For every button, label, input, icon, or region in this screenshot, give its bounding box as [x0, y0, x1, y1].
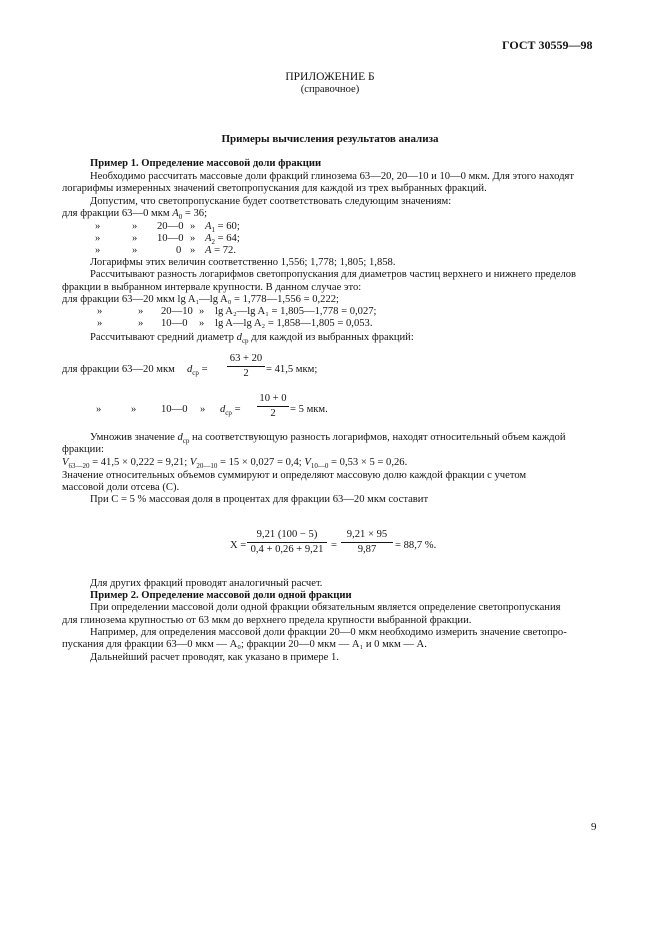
example2-heading: Пример 2. Определение массовой доли одной фракции — [90, 590, 352, 601]
paragraph: При C = 5 % массовая доля в процентах для фракции 63—20 мкм составит — [90, 494, 429, 505]
paragraph: Умножив значение $d_{ср}$ на соответствующую разность логарифмов, находят относительный объем каждой — [90, 432, 566, 446]
paragraph: Например, для определения массовой доли фракции 20—0 мкм необходимо измерить значение светопро- — [90, 627, 567, 638]
appendix-title: ПРИЛОЖЕНИЕ Б — [285, 71, 375, 83]
paragraph: пускания для фракции 63—0 мкм — A₀; фракции 20—0 мкм — A₁ и 0 мкм — A. — [62, 639, 427, 650]
paragraph: Для других фракций проводят аналогичный расчет. — [90, 578, 323, 589]
paragraph: логарифмы измеренных значений светопропускания для каждой из трех выбранных фракций. — [62, 183, 487, 194]
document-number: ГОСТ 30559—98 — [502, 38, 593, 52]
paragraph: Допустим, что светопропускание будет соответствовать следующим значениям: — [90, 196, 452, 207]
paragraph: Рассчитывают разность логарифмов светопропускания для диаметров частиц верхнего и нижнего пределов — [90, 269, 577, 280]
appendix-subtitle: (справочное) — [300, 84, 360, 95]
example1-heading: Пример 1. Определение массовой доли фракции — [90, 158, 322, 169]
paragraph: для глинозема крупностью от 63 мкм до верхнего предела крупности выбранной фракции. — [62, 615, 472, 626]
paragraph: Рассчитывают средний диаметр $d_{ср}$ для каждой из выбранных фракций: — [90, 332, 414, 346]
paragraph: фракции: — [62, 444, 104, 455]
section-title: Примеры вычисления результатов анализа — [221, 133, 439, 145]
paragraph: При определении массовой доли одной фракции обязательным является определение светопропускания — [90, 602, 561, 613]
page-number: 9 — [591, 821, 597, 833]
paragraph: Логарифмы этих величин соответственно 1,556; 1,778; 1,805; 1,858. — [90, 257, 396, 268]
paragraph: Необходимо рассчитать массовые доли фракций глинозема 63—20, 20—10 и 10—0 мкм. Для этого находят — [90, 171, 574, 182]
list-item: для фракции 63—0 мкм $A_0 = 36$; — [62, 208, 208, 222]
paragraph: Значение относительных объемов суммируют и определяют массовую долю каждой фракции с учетом — [62, 470, 527, 481]
list-item: для фракции 63—20 мкм lg A₁—lg A₀ = 1,778—1,556 = 0,222; — [62, 294, 339, 305]
paragraph: Дальнейший расчет проводят, как указано в примере 1. — [90, 652, 339, 663]
relative-volumes: $V_{63—20} = 41,5 \times 0,222 = 9,21$; $V_{20—10} = 15 \times 0,027 = 0,4$; $V_{10—0} = 0,53 \times 5 = 0,26$. — [62, 457, 408, 471]
paragraph: фракции в выбранном интервале крупности. В данном случае это: — [62, 282, 362, 293]
paragraph: массовой доли отсева (C). — [62, 482, 180, 493]
